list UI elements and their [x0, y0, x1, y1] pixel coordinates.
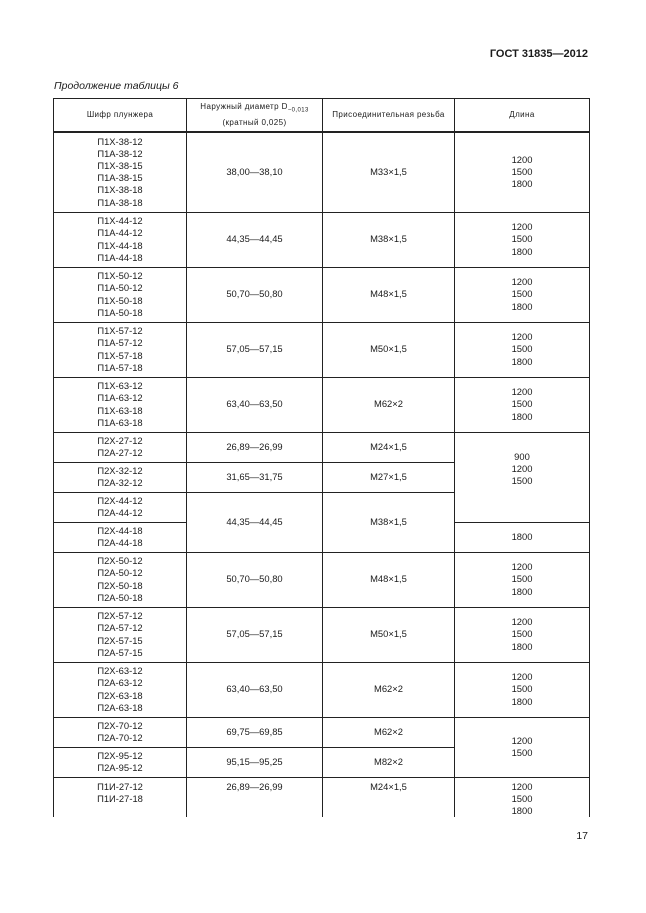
- plunger-code: П1Х-44-12: [97, 215, 143, 227]
- length-value: 1800: [511, 695, 533, 707]
- length-value: 1500: [511, 343, 533, 355]
- length-values: [455, 267, 590, 322]
- outer-diameter: 31,65—31,75: [187, 462, 323, 492]
- length-value: 1800: [511, 410, 533, 422]
- plunger-code: П1Х-63-18: [97, 404, 143, 416]
- plunger-code: П1И-27-12: [97, 780, 143, 792]
- outer-diameter: 50,70—50,80: [187, 552, 323, 607]
- plunger-code: П2Х-95-12: [97, 749, 143, 761]
- plunger-code: П1Х-38-15: [97, 160, 143, 172]
- length-values: [455, 607, 590, 662]
- length-value: 1500: [511, 233, 533, 245]
- thread-size: М50×1,5: [323, 607, 455, 662]
- length-values: [455, 432, 590, 522]
- plunger-codes: [54, 212, 187, 267]
- plunger-codes: [54, 492, 187, 522]
- thread-size: М33×1,5: [323, 132, 455, 212]
- thread-size: М48×1,5: [323, 552, 455, 607]
- length-value: 900: [514, 450, 530, 462]
- length-value: 1500: [511, 747, 533, 758]
- col-header-diameter-note: (кратный 0,025): [222, 117, 287, 127]
- outer-diameter: 69,75—69,85: [187, 717, 323, 747]
- outer-diameter: 38,00—38,10: [187, 132, 323, 212]
- plunger-codes: [54, 377, 187, 432]
- plunger-code: П1Х-44-18: [97, 239, 143, 251]
- outer-diameter: 95,15—95,25: [187, 747, 323, 777]
- plunger-table: [53, 98, 590, 817]
- thread-size: М82×2: [323, 747, 455, 777]
- table-row: [54, 132, 590, 212]
- thread-size: М38×1,5: [323, 212, 455, 267]
- thread-size: М27×1,5: [323, 462, 455, 492]
- plunger-code: П1А-63-18: [97, 416, 143, 428]
- plunger-code: П1А-57-18: [97, 361, 143, 373]
- table-row: [54, 432, 590, 462]
- outer-diameter: 44,35—44,45: [187, 212, 323, 267]
- plunger-code: П1Х-50-18: [97, 294, 143, 306]
- table-header-row: [54, 99, 590, 133]
- length-value: 1800: [511, 300, 533, 312]
- plunger-code: П1А-38-12: [97, 147, 143, 159]
- plunger-code: П1А-50-18: [97, 306, 143, 318]
- plunger-code: П2Х-44-18: [97, 524, 143, 536]
- plunger-code: П2Х-50-12: [97, 555, 143, 567]
- length-value: 1500: [511, 288, 533, 300]
- length-value: 1800: [511, 178, 533, 190]
- page-number: 17: [576, 830, 588, 842]
- table-row: [54, 717, 590, 747]
- plunger-code: П2Х-32-12: [97, 464, 143, 476]
- plunger-code: П1Х-50-12: [97, 270, 143, 282]
- table-row: [54, 607, 590, 662]
- plunger-code: П1Х-57-12: [97, 325, 143, 337]
- outer-diameter: 26,89—26,99: [187, 777, 323, 817]
- length-value: 1200: [511, 331, 533, 343]
- length-value: 1500: [511, 573, 533, 585]
- thread-size: М24×1,5: [323, 432, 455, 462]
- plunger-code: П2Х-70-12: [97, 719, 143, 731]
- plunger-code: П1Х-38-18: [97, 184, 143, 196]
- plunger-code: П2Х-44-12: [97, 494, 143, 506]
- outer-diameter: 26,89—26,99: [187, 432, 323, 462]
- length-value: 1200: [511, 462, 533, 474]
- plunger-code: П1А-44-12: [97, 227, 143, 239]
- plunger-codes: [54, 132, 187, 212]
- plunger-code: П1А-63-12: [97, 392, 143, 404]
- plunger-code: П2А-57-12: [97, 622, 143, 634]
- table-row: [54, 377, 590, 432]
- length-value: 1200: [511, 780, 533, 792]
- outer-diameter: 57,05—57,15: [187, 322, 323, 377]
- plunger-code: П2А-50-18: [97, 591, 143, 603]
- plunger-code: П1А-38-15: [97, 172, 143, 184]
- table-row: [54, 662, 590, 717]
- length-value: 1800: [511, 245, 533, 257]
- plunger-code: П2А-27-12: [97, 447, 143, 458]
- outer-diameter: 50,70—50,80: [187, 267, 323, 322]
- length-value: 1200: [511, 221, 533, 233]
- plunger-code: П1А-44-18: [97, 251, 143, 263]
- length-value: 1200: [511, 561, 533, 573]
- length-value: 1500: [511, 628, 533, 640]
- col-header-diameter: [187, 99, 323, 133]
- table-row: [54, 777, 590, 817]
- length-value: 1500: [511, 683, 533, 695]
- length-value: 1200: [511, 734, 533, 746]
- length-values: [455, 522, 590, 552]
- length-value: 1500: [511, 166, 533, 178]
- thread-size: М62×2: [323, 377, 455, 432]
- plunger-code: П2Х-57-12: [97, 610, 143, 622]
- plunger-codes: [54, 662, 187, 717]
- plunger-code: П2А-63-12: [97, 677, 143, 689]
- plunger-code: П2Х-63-18: [97, 689, 143, 701]
- plunger-codes: [54, 607, 187, 662]
- plunger-codes: [54, 522, 187, 552]
- col-header-length: Длина: [455, 99, 590, 133]
- plunger-codes: [54, 432, 187, 462]
- col-header-thread: Присоединительная резьба: [323, 99, 455, 133]
- outer-diameter: 63,40—63,50: [187, 662, 323, 717]
- plunger-codes: [54, 552, 187, 607]
- plunger-code: П2Х-27-12: [97, 434, 143, 446]
- thread-size: М48×1,5: [323, 267, 455, 322]
- col-header-diameter-tolerance: −0,013: [287, 107, 309, 114]
- length-value: 1800: [511, 530, 533, 542]
- plunger-code: П2Х-63-12: [97, 665, 143, 677]
- plunger-code: П1Х-57-18: [97, 349, 143, 361]
- outer-diameter: 63,40—63,50: [187, 377, 323, 432]
- plunger-code: П1И-27-18: [97, 792, 143, 804]
- length-values: [455, 662, 590, 717]
- thread-size: М24×1,5: [323, 777, 455, 817]
- length-values: [455, 717, 590, 777]
- plunger-code: П2А-44-18: [97, 537, 143, 548]
- length-value: 1800: [511, 355, 533, 367]
- length-values: [455, 322, 590, 377]
- plunger-codes: [54, 717, 187, 747]
- length-values: [455, 212, 590, 267]
- plunger-code: П2Х-50-18: [97, 579, 143, 591]
- plunger-code: П1Х-63-12: [97, 380, 143, 392]
- thread-size: М38×1,5: [323, 492, 455, 552]
- plunger-codes: [54, 747, 187, 777]
- plunger-code: П2А-57-15: [97, 646, 143, 658]
- thread-size: М62×2: [323, 662, 455, 717]
- plunger-codes: [54, 777, 187, 817]
- length-value: 1200: [511, 616, 533, 628]
- outer-diameter: 57,05—57,15: [187, 607, 323, 662]
- length-value: 1500: [511, 475, 533, 487]
- length-value: 1800: [511, 804, 533, 816]
- length-values: [455, 552, 590, 607]
- plunger-codes: [54, 462, 187, 492]
- length-value: 1200: [511, 386, 533, 398]
- length-value: 1200: [511, 276, 533, 288]
- document-code: ГОСТ 31835—2012: [489, 48, 588, 60]
- thread-size: М62×2: [323, 717, 455, 747]
- plunger-code: П2Х-57-15: [97, 634, 143, 646]
- length-value: 1200: [511, 671, 533, 683]
- table-caption: Продолжение таблицы 6: [54, 80, 179, 92]
- plunger-code: П1А-57-12: [97, 337, 143, 349]
- plunger-code: П2А-44-12: [97, 507, 143, 518]
- length-value: 1500: [511, 792, 533, 804]
- outer-diameter: 44,35—44,45: [187, 492, 323, 552]
- length-value: 1200: [511, 153, 533, 165]
- plunger-code: П2А-95-12: [97, 762, 143, 773]
- table-row: [54, 552, 590, 607]
- plunger-codes: [54, 267, 187, 322]
- plunger-code: П2А-32-12: [97, 477, 143, 488]
- plunger-code: П2А-63-18: [97, 701, 143, 713]
- col-header-diameter-main: Наружный диаметр D: [200, 102, 288, 112]
- table-row: [54, 212, 590, 267]
- table-row: [54, 267, 590, 322]
- plunger-code: П1А-50-12: [97, 282, 143, 294]
- plunger-code: П2А-50-12: [97, 567, 143, 579]
- col-header-code: Шифр плунжера: [54, 99, 187, 133]
- table-row: [54, 322, 590, 377]
- plunger-code: П1Х-38-12: [97, 135, 143, 147]
- length-values: [455, 377, 590, 432]
- plunger-code: П2А-70-12: [97, 732, 143, 743]
- plunger-code: П1А-38-18: [97, 196, 143, 208]
- length-value: 1800: [511, 640, 533, 652]
- length-values: [455, 777, 590, 817]
- length-values: [455, 132, 590, 212]
- length-value: 1800: [511, 585, 533, 597]
- length-value: 1500: [511, 398, 533, 410]
- thread-size: М50×1,5: [323, 322, 455, 377]
- plunger-codes: [54, 322, 187, 377]
